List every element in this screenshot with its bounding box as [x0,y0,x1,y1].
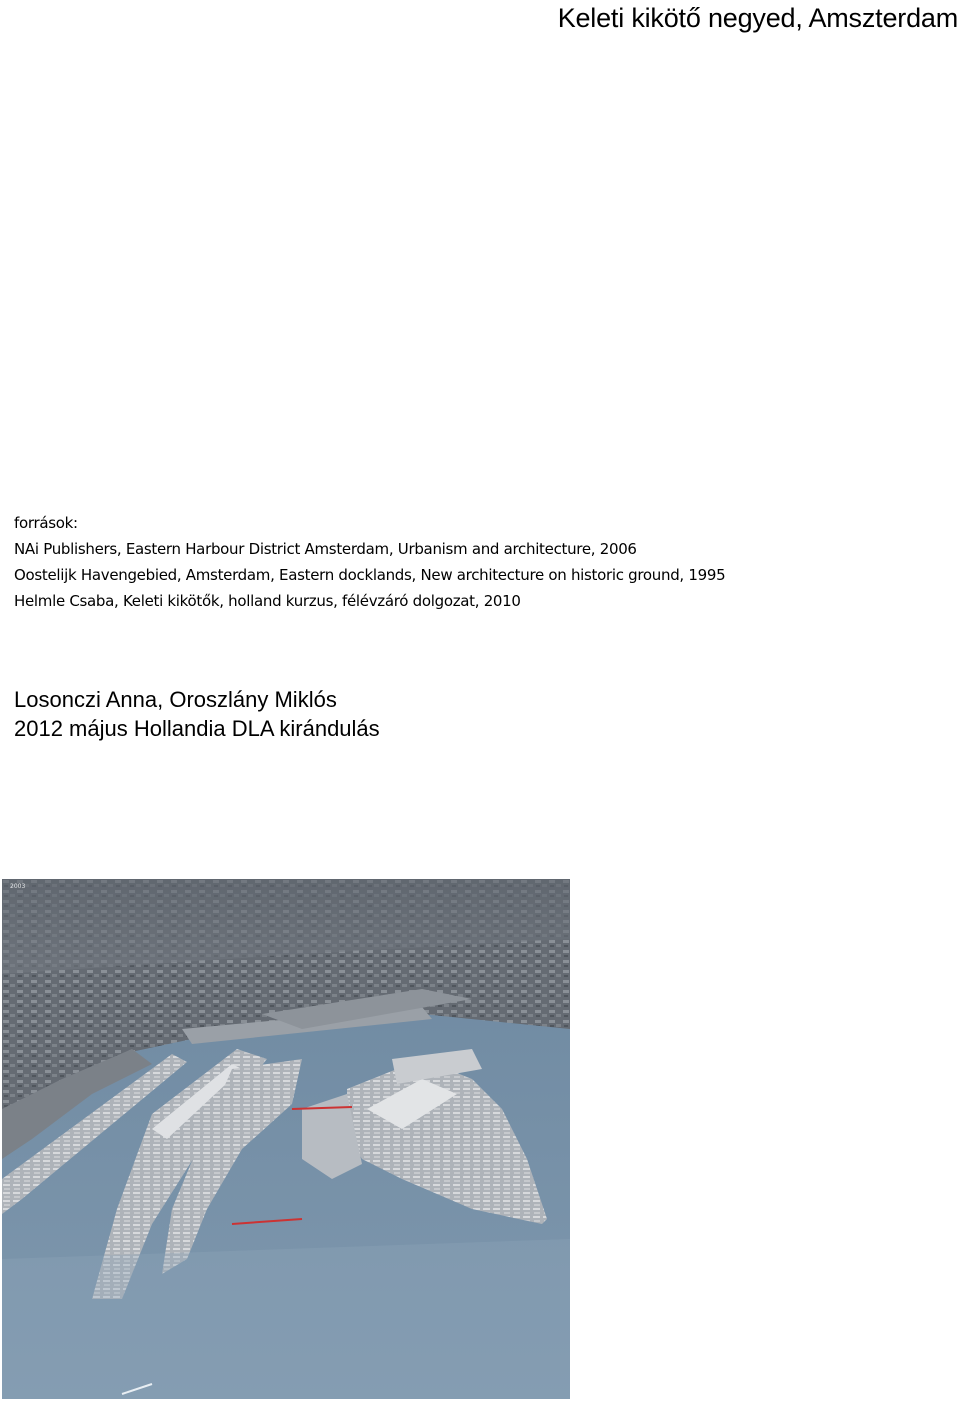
source-item: Helmle Csaba, Keleti kikötők, holland kurzus, félévzáró dolgozat, 2010 [14,592,521,610]
page-title: Keleti kikötő negyed, Amszterdam [557,3,958,33]
trip-line: 2012 május Hollandia DLA kirándulás [14,716,380,741]
photo-stamp: 2003 [10,883,26,890]
aerial-photo [2,879,570,1399]
source-item: Oostelijk Havengebied, Amsterdam, Eastern docklands, New architecture on historic ground, 1995 [14,566,726,584]
aerial-photo-graphic [2,879,570,1399]
water-reflection [2,1239,570,1399]
sources-block [14,510,944,614]
authors-block [14,685,380,743]
author-names: Losonczi Anna, Oroszlány Miklós [14,687,337,712]
sources-heading: források: [14,514,78,532]
source-item: NAi Publishers, Eastern Harbour District Amsterdam, Urbanism and architecture, 2006 [14,540,637,558]
